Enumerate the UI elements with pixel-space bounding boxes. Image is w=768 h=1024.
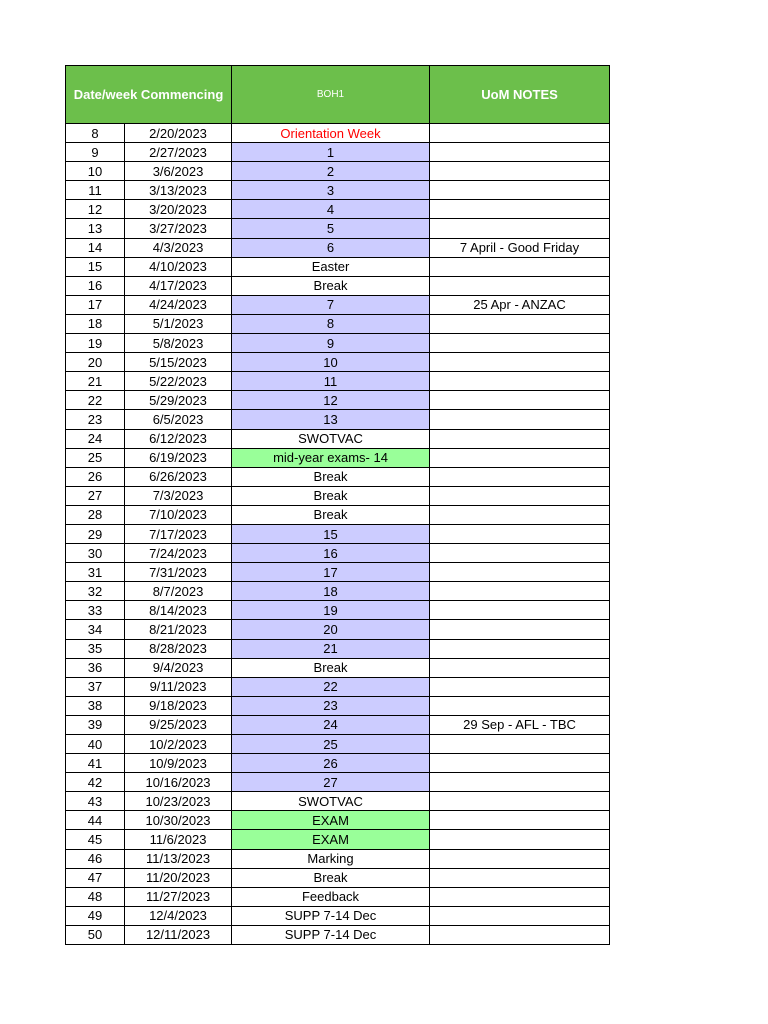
week-number-cell: 40 — [66, 735, 125, 754]
boh1-cell: Break — [232, 658, 430, 677]
table-body — [66, 124, 610, 945]
date-week-header: Date/week Commencing — [66, 66, 232, 124]
uom-notes-cell — [430, 334, 610, 353]
table-row — [66, 601, 610, 620]
date-cell: 10/2/2023 — [125, 735, 232, 754]
date-cell: 7/3/2023 — [125, 486, 232, 505]
boh1-cell: 6 — [232, 238, 430, 257]
uom-notes-cell — [430, 143, 610, 162]
week-number-cell: 47 — [66, 868, 125, 887]
table-row — [66, 811, 610, 830]
date-cell: 9/4/2023 — [125, 658, 232, 677]
week-number-cell: 20 — [66, 353, 125, 372]
boh1-cell: mid-year exams- 14 — [232, 448, 430, 467]
boh1-cell: 22 — [232, 677, 430, 696]
boh1-cell: 18 — [232, 582, 430, 601]
table-row — [66, 735, 610, 754]
table-row — [66, 124, 610, 143]
boh1-cell: 25 — [232, 735, 430, 754]
date-cell: 9/11/2023 — [125, 677, 232, 696]
week-number-cell: 28 — [66, 505, 125, 524]
table-row — [66, 276, 610, 295]
boh1-cell: Feedback — [232, 887, 430, 906]
boh1-cell: 2 — [232, 162, 430, 181]
boh1-cell: EXAM — [232, 811, 430, 830]
boh1-cell: 24 — [232, 715, 430, 734]
table-row — [66, 200, 610, 219]
date-cell: 11/20/2023 — [125, 868, 232, 887]
table-row — [66, 754, 610, 773]
table-row — [66, 505, 610, 524]
uom-notes-cell — [430, 677, 610, 696]
date-cell: 4/24/2023 — [125, 295, 232, 314]
week-number-cell: 43 — [66, 792, 125, 811]
week-number-cell: 23 — [66, 410, 125, 429]
uom-notes-cell — [430, 773, 610, 792]
date-cell: 2/27/2023 — [125, 143, 232, 162]
boh1-cell: SUPP 7-14 Dec — [232, 906, 430, 925]
week-number-cell: 33 — [66, 601, 125, 620]
date-cell: 7/10/2023 — [125, 505, 232, 524]
uom-notes-cell: 7 April - Good Friday — [430, 238, 610, 257]
uom-notes-cell — [430, 372, 610, 391]
boh1-cell: SUPP 7-14 Dec — [232, 925, 430, 944]
week-number-cell: 24 — [66, 429, 125, 448]
date-cell: 9/25/2023 — [125, 715, 232, 734]
table-row — [66, 639, 610, 658]
boh1-cell: 23 — [232, 696, 430, 715]
week-number-cell: 39 — [66, 715, 125, 734]
uom-notes-header: UoM NOTES — [430, 66, 610, 124]
date-cell: 6/5/2023 — [125, 410, 232, 429]
table-row — [66, 181, 610, 200]
date-cell: 7/24/2023 — [125, 544, 232, 563]
uom-notes-cell — [430, 868, 610, 887]
uom-notes-cell — [430, 257, 610, 276]
date-cell: 5/15/2023 — [125, 353, 232, 372]
table-row — [66, 544, 610, 563]
table-row — [66, 563, 610, 582]
boh1-cell: 5 — [232, 219, 430, 238]
boh1-cell: 3 — [232, 181, 430, 200]
week-number-cell: 14 — [66, 238, 125, 257]
uom-notes-cell — [430, 601, 610, 620]
table-row — [66, 334, 610, 353]
uom-notes-cell — [430, 811, 610, 830]
table-row — [66, 658, 610, 677]
table-row — [66, 925, 610, 944]
uom-notes-cell — [430, 563, 610, 582]
week-number-cell: 17 — [66, 295, 125, 314]
uom-notes-cell — [430, 486, 610, 505]
table-row — [66, 429, 610, 448]
week-number-cell: 42 — [66, 773, 125, 792]
boh1-cell: 7 — [232, 295, 430, 314]
table-row — [66, 620, 610, 639]
table-row — [66, 391, 610, 410]
table-row — [66, 295, 610, 314]
table-row — [66, 219, 610, 238]
uom-notes-cell — [430, 735, 610, 754]
week-number-cell: 34 — [66, 620, 125, 639]
boh1-cell: 16 — [232, 544, 430, 563]
uom-notes-cell — [430, 524, 610, 543]
date-cell: 3/20/2023 — [125, 200, 232, 219]
uom-notes-cell — [430, 658, 610, 677]
uom-notes-cell — [430, 410, 610, 429]
date-cell: 5/8/2023 — [125, 334, 232, 353]
table-row — [66, 372, 610, 391]
boh1-cell: 19 — [232, 601, 430, 620]
boh1-cell: 13 — [232, 410, 430, 429]
boh1-cell: Break — [232, 486, 430, 505]
uom-notes-cell — [430, 467, 610, 486]
date-cell: 11/13/2023 — [125, 849, 232, 868]
uom-notes-cell — [430, 830, 610, 849]
uom-notes-cell — [430, 582, 610, 601]
uom-notes-cell — [430, 639, 610, 658]
week-number-cell: 25 — [66, 448, 125, 467]
week-number-cell: 12 — [66, 200, 125, 219]
uom-notes-cell — [430, 219, 610, 238]
date-cell: 4/10/2023 — [125, 257, 232, 276]
table-row — [66, 696, 610, 715]
table-row — [66, 677, 610, 696]
table-row — [66, 314, 610, 333]
table-row — [66, 868, 610, 887]
uom-notes-cell — [430, 448, 610, 467]
uom-notes-cell — [430, 200, 610, 219]
uom-notes-cell — [430, 906, 610, 925]
week-number-cell: 27 — [66, 486, 125, 505]
date-cell: 10/9/2023 — [125, 754, 232, 773]
table-row — [66, 792, 610, 811]
table-row — [66, 353, 610, 372]
table-row — [66, 773, 610, 792]
week-number-cell: 9 — [66, 143, 125, 162]
table-row — [66, 887, 610, 906]
week-number-cell: 26 — [66, 467, 125, 486]
date-cell: 10/30/2023 — [125, 811, 232, 830]
week-number-cell: 22 — [66, 391, 125, 410]
uom-notes-cell — [430, 276, 610, 295]
week-number-cell: 32 — [66, 582, 125, 601]
date-cell: 10/16/2023 — [125, 773, 232, 792]
uom-notes-cell — [430, 353, 610, 372]
date-cell: 4/17/2023 — [125, 276, 232, 295]
uom-notes-cell — [430, 696, 610, 715]
uom-notes-cell — [430, 849, 610, 868]
date-cell: 5/1/2023 — [125, 314, 232, 333]
date-cell: 3/6/2023 — [125, 162, 232, 181]
boh1-cell: Orientation Week — [232, 124, 430, 143]
week-number-cell: 41 — [66, 754, 125, 773]
week-number-cell: 38 — [66, 696, 125, 715]
table-row — [66, 906, 610, 925]
uom-notes-cell: 29 Sep - AFL - TBC — [430, 715, 610, 734]
uom-notes-cell — [430, 505, 610, 524]
week-number-cell: 18 — [66, 314, 125, 333]
date-cell: 6/26/2023 — [125, 467, 232, 486]
table-row — [66, 162, 610, 181]
date-cell: 3/27/2023 — [125, 219, 232, 238]
date-cell: 11/6/2023 — [125, 830, 232, 849]
boh1-cell: 8 — [232, 314, 430, 333]
week-number-cell: 30 — [66, 544, 125, 563]
date-cell: 8/14/2023 — [125, 601, 232, 620]
uom-notes-cell — [430, 792, 610, 811]
date-cell: 5/29/2023 — [125, 391, 232, 410]
week-number-cell: 44 — [66, 811, 125, 830]
week-number-cell: 48 — [66, 887, 125, 906]
uom-notes-cell — [430, 429, 610, 448]
date-cell: 4/3/2023 — [125, 238, 232, 257]
week-number-cell: 10 — [66, 162, 125, 181]
date-cell: 7/17/2023 — [125, 524, 232, 543]
table-row — [66, 410, 610, 429]
week-number-cell: 19 — [66, 334, 125, 353]
boh1-cell: EXAM — [232, 830, 430, 849]
date-cell: 6/12/2023 — [125, 429, 232, 448]
date-cell: 5/22/2023 — [125, 372, 232, 391]
boh1-cell: 20 — [232, 620, 430, 639]
boh1-cell: 26 — [232, 754, 430, 773]
header-row — [66, 66, 610, 124]
uom-notes-cell — [430, 181, 610, 200]
boh1-cell: 9 — [232, 334, 430, 353]
uom-notes-cell — [430, 754, 610, 773]
uom-notes-cell — [430, 314, 610, 333]
boh1-cell: Break — [232, 505, 430, 524]
table-row — [66, 448, 610, 467]
week-number-cell: 31 — [66, 563, 125, 582]
boh1-cell: Break — [232, 868, 430, 887]
uom-notes-cell — [430, 124, 610, 143]
boh1-cell: 1 — [232, 143, 430, 162]
table-row — [66, 830, 610, 849]
date-cell: 12/4/2023 — [125, 906, 232, 925]
boh1-cell: Break — [232, 276, 430, 295]
boh1-cell: Marking — [232, 849, 430, 868]
date-cell: 7/31/2023 — [125, 563, 232, 582]
table-row — [66, 486, 610, 505]
date-cell: 8/21/2023 — [125, 620, 232, 639]
boh1-header: BOH1 — [232, 66, 430, 124]
date-cell: 9/18/2023 — [125, 696, 232, 715]
uom-notes-cell — [430, 887, 610, 906]
date-cell: 8/7/2023 — [125, 582, 232, 601]
uom-notes-cell — [430, 391, 610, 410]
table-row — [66, 582, 610, 601]
week-number-cell: 46 — [66, 849, 125, 868]
week-number-cell: 11 — [66, 181, 125, 200]
week-number-cell: 45 — [66, 830, 125, 849]
week-number-cell: 29 — [66, 524, 125, 543]
week-number-cell: 16 — [66, 276, 125, 295]
boh1-cell: Easter — [232, 257, 430, 276]
table-row — [66, 143, 610, 162]
uom-notes-cell — [430, 925, 610, 944]
week-number-cell: 13 — [66, 219, 125, 238]
calendar-table — [65, 65, 610, 945]
date-cell: 6/19/2023 — [125, 448, 232, 467]
table-row — [66, 467, 610, 486]
boh1-cell: 17 — [232, 563, 430, 582]
week-number-cell: 36 — [66, 658, 125, 677]
uom-notes-cell — [430, 620, 610, 639]
date-cell: 3/13/2023 — [125, 181, 232, 200]
table-row — [66, 715, 610, 734]
table-row — [66, 257, 610, 276]
uom-notes-cell — [430, 162, 610, 181]
date-cell: 2/20/2023 — [125, 124, 232, 143]
table-row — [66, 524, 610, 543]
date-cell: 12/11/2023 — [125, 925, 232, 944]
boh1-cell: 15 — [232, 524, 430, 543]
table-header — [66, 66, 610, 124]
boh1-cell: Break — [232, 467, 430, 486]
week-number-cell: 21 — [66, 372, 125, 391]
boh1-cell: 11 — [232, 372, 430, 391]
week-number-cell: 15 — [66, 257, 125, 276]
boh1-cell: 10 — [232, 353, 430, 372]
week-number-cell: 49 — [66, 906, 125, 925]
boh1-cell: SWOTVAC — [232, 429, 430, 448]
uom-notes-cell: 25 Apr - ANZAC — [430, 295, 610, 314]
table-row — [66, 238, 610, 257]
boh1-cell: 12 — [232, 391, 430, 410]
boh1-cell: 21 — [232, 639, 430, 658]
date-cell: 11/27/2023 — [125, 887, 232, 906]
week-number-cell: 37 — [66, 677, 125, 696]
week-number-cell: 35 — [66, 639, 125, 658]
week-number-cell: 8 — [66, 124, 125, 143]
boh1-cell: SWOTVAC — [232, 792, 430, 811]
uom-notes-cell — [430, 544, 610, 563]
week-number-cell: 50 — [66, 925, 125, 944]
boh1-cell: 27 — [232, 773, 430, 792]
date-cell: 8/28/2023 — [125, 639, 232, 658]
date-cell: 10/23/2023 — [125, 792, 232, 811]
boh1-cell: 4 — [232, 200, 430, 219]
table-row — [66, 849, 610, 868]
